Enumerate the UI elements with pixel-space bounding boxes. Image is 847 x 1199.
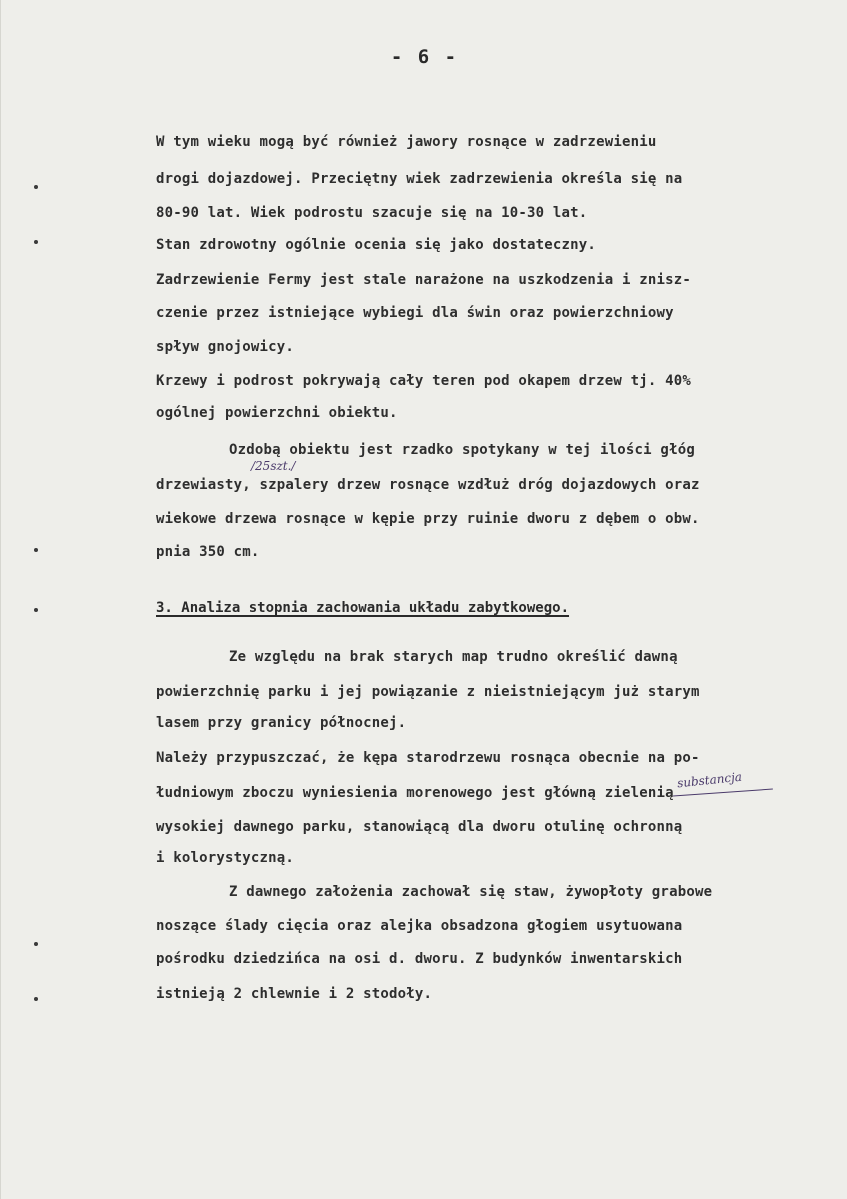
text-line: ogólnej powierzchni obiektu.: [156, 405, 398, 421]
text-line: Należy przypuszczać, że kępa starodrzewu rosnąca obecnie na po-: [156, 750, 700, 766]
text-line: czenie przez istniejące wybiegi dla świn oraz powierzchniowy: [156, 305, 674, 321]
handwritten-annotation: /25szt./: [251, 459, 296, 473]
text-line: noszące ślady cięcia oraz alejka obsadzona głogiem usytuowana: [156, 918, 683, 934]
text-line: wiekowe drzewa rosnące w kępie przy ruinie dworu z dębem o obw.: [156, 511, 700, 527]
text-line: Ze względu na brak starych map trudno określić dawną: [229, 649, 678, 665]
text-line: drogi dojazdowej. Przeciętny wiek zadrzewienia określa się na: [156, 171, 683, 187]
margin-mark: [34, 608, 38, 612]
handwritten-stroke: [673, 789, 773, 798]
text-line: Ozdobą obiektu jest rzadko spotykany w tej ilości głóg: [229, 442, 695, 458]
text-line: istnieją 2 chlewnie i 2 stodoły.: [156, 986, 433, 1002]
text-line: Z dawnego założenia zachował się staw, żywopłoty grabowe: [229, 884, 713, 900]
page-number: - 6 -: [390, 46, 459, 68]
text-line: Zadrzewienie Fermy jest stale narażone na uszkodzenia i znisz-: [156, 272, 691, 288]
text-line: lasem przy granicy północnej.: [156, 715, 407, 731]
margin-mark: [34, 185, 38, 189]
text-line: pnia 350 cm.: [156, 544, 260, 560]
text-line: spływ gnojowicy.: [156, 339, 295, 355]
margin-mark: [34, 240, 38, 244]
handwritten-annotation: substancja: [676, 769, 743, 791]
text-line: powierzchnię parku i jej powiązanie z nieistniejącym już starym: [156, 684, 700, 700]
text-line: i kolorystyczną.: [156, 850, 295, 866]
text-line: łudniowym zboczu wyniesienia morenowego jest główną zielenią: [156, 785, 674, 801]
text-line: pośrodku dziedzińca na osi d. dworu. Z budynków inwentarskich: [156, 951, 683, 967]
text-line: Krzewy i podrost pokrywają cały teren pod okapem drzew tj. 40%: [156, 373, 691, 389]
margin-mark: [34, 997, 38, 1001]
margin-mark: [34, 548, 38, 552]
section-heading: 3. Analiza stopnia zachowania układu zabytkowego.: [156, 600, 570, 616]
text-line: Stan zdrowotny ogólnie ocenia się jako dostateczny.: [156, 237, 597, 253]
text-line: drzewiasty, szpalery drzew rosnące wzdłuż dróg dojazdowych oraz: [156, 477, 700, 493]
text-line: 80-90 lat. Wiek podrostu szacuje się na 10-30 lat.: [156, 205, 588, 221]
text-line: wysokiej dawnego parku, stanowiącą dla dworu otulinę ochronną: [156, 819, 683, 835]
margin-mark: [34, 942, 38, 946]
text-line: W tym wieku mogą być również jawory rosnące w zadrzewieniu: [156, 134, 657, 150]
